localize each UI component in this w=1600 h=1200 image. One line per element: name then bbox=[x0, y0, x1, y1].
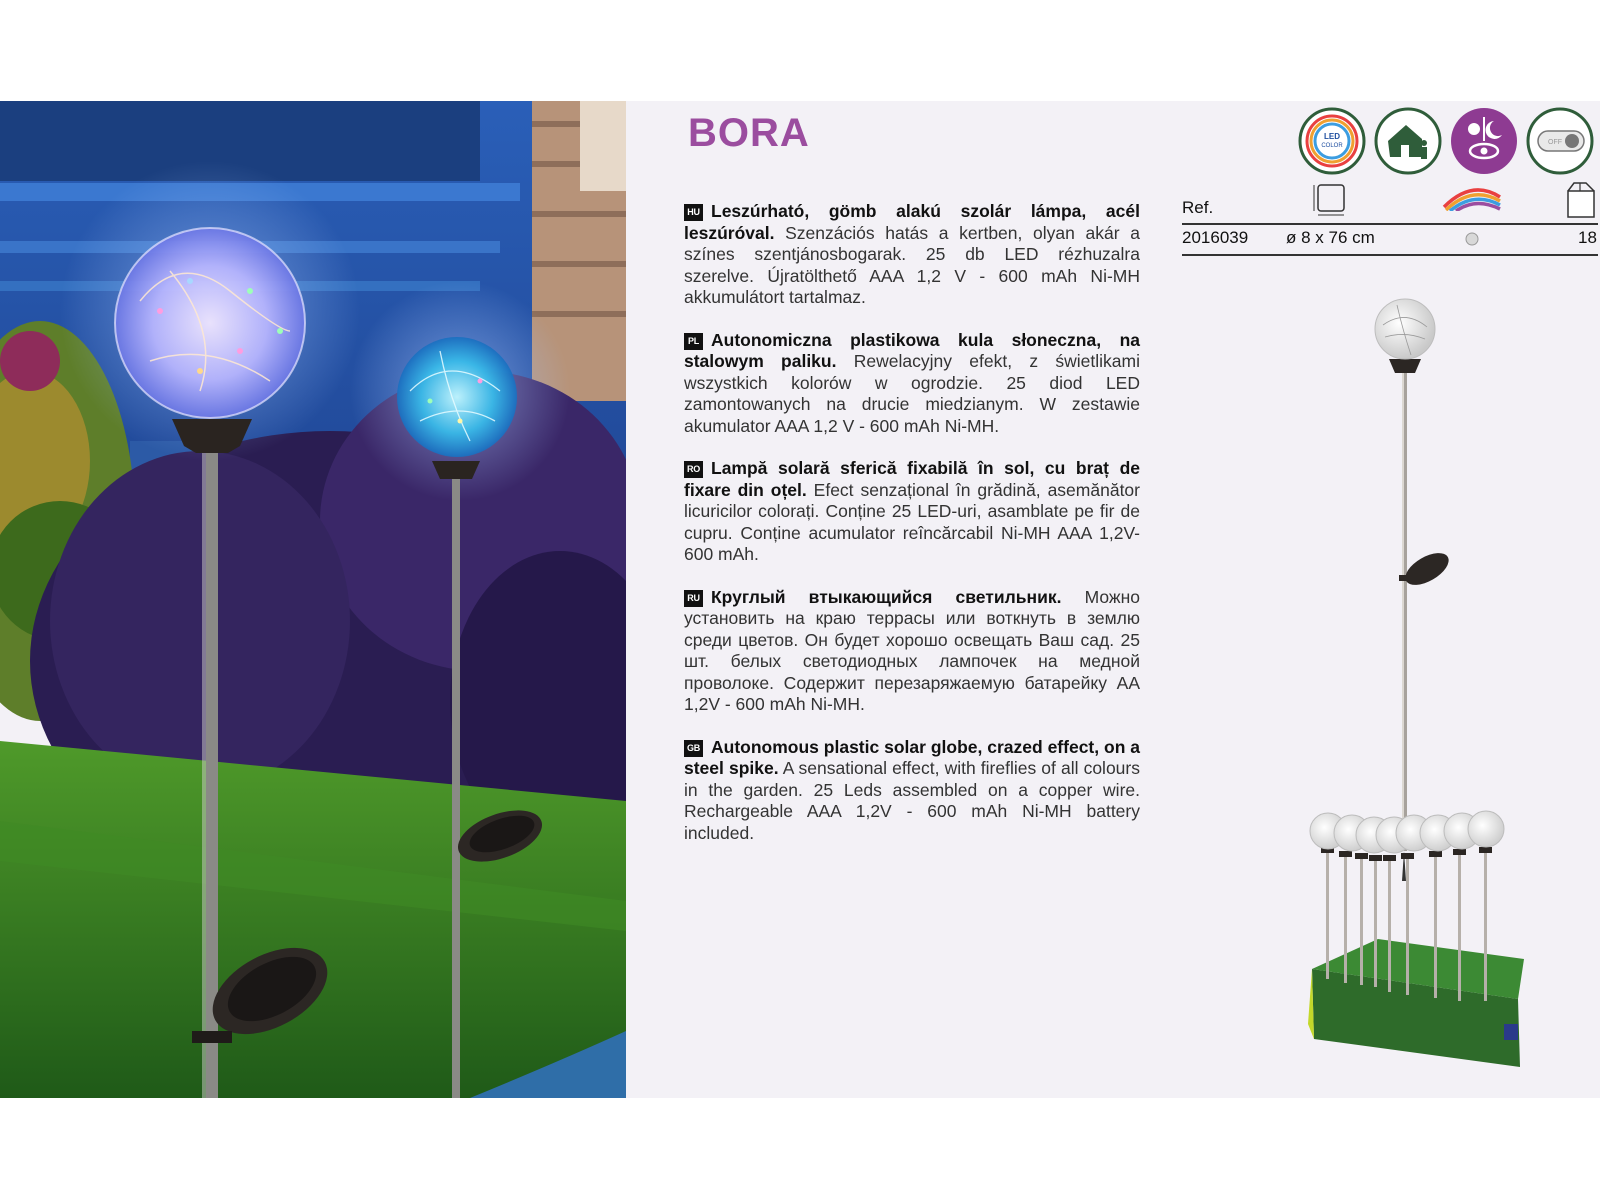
day-night-sensor-icon bbox=[1450, 107, 1518, 175]
feature-icons bbox=[1298, 107, 1596, 177]
rainbow-colors-icon bbox=[1442, 183, 1502, 216]
flag-ro: RO bbox=[684, 461, 703, 478]
product-image bbox=[1355, 291, 1455, 896]
qty-value: 18 bbox=[1578, 228, 1597, 247]
svg-text:OFF: OFF bbox=[1548, 139, 1562, 146]
description-ro bbox=[684, 458, 1140, 566]
description-lead: Lampă solară sferică fixabilă în sol, cu braț de fixare din oțel. bbox=[684, 458, 1140, 500]
description-lead: Autonomiczna plastikowa kula słoneczna, na stalowym paliku. bbox=[684, 329, 1140, 371]
ref-value: 2016039 bbox=[1182, 228, 1249, 247]
description-body: Rewelacyjny efekt, z świetlikami wszystkich kolorów w ogrodzie. 25 diod LED zamontowanych na drucie miedzianym. W zestawie akumulator AAA 1,2 V - 600 mAh Ni-MH. bbox=[684, 351, 1140, 436]
description-ru bbox=[684, 587, 1140, 716]
color-swatch bbox=[1465, 232, 1479, 251]
description-body: Можно установить на краю террасы или воткнуть в землю среди цветов. Он будет хорошо освещать Ваш сад. 25 шт. белых светодиодных лампочек на медной проволоке. Содержит перезаряжаемую батарейку AA 1,2V - 600 mAh Ni-MH. bbox=[684, 586, 1141, 714]
description-lead: Autonomous plastic solar globe, crazed effect, on a steel spike. bbox=[684, 736, 1140, 778]
on-off-switch-icon bbox=[1526, 107, 1594, 175]
description-pl bbox=[684, 330, 1140, 438]
spec-divider-bottom bbox=[1182, 254, 1598, 256]
garden-photo bbox=[0, 101, 626, 1098]
svg-text:COLOR: COLOR bbox=[1321, 143, 1343, 149]
dimensions-icon bbox=[1310, 181, 1350, 222]
outdoor-use-icon bbox=[1374, 107, 1442, 175]
flag-hu: HU bbox=[684, 204, 703, 221]
display-box-image bbox=[1308, 809, 1528, 1084]
ref-label: Ref. bbox=[1182, 198, 1214, 217]
description-body: Efect senzațional în grădină, asemănător licuricilor colorați. Conține 25 LED-uri, asamblate pe fir de cupru. Conține acumulator reîncărcabil Ni-MH AAA 1,2V- 600 mAh. bbox=[684, 479, 1140, 564]
description-lead: Leszúrható, gömb alakú szolár lámpa, acél leszúróval. bbox=[684, 201, 1140, 243]
carton-box-icon bbox=[1566, 181, 1598, 224]
description-lead: Круглый втыкающийся светильник. bbox=[711, 586, 1062, 607]
flag-pl: PL bbox=[684, 333, 703, 350]
description-body: Szenzációs hatás a kertben, olyan akár a színes szentjánosbogarak. 25 db LED rézhuzalra szerelve. Újratölthető AAA 1,2 V - 600 mAh Ni-MH akkumulátort tartalmaz. bbox=[684, 222, 1140, 307]
product-title: BORA bbox=[688, 111, 810, 155]
svg-text:LED: LED bbox=[1324, 132, 1340, 141]
description-hu bbox=[684, 201, 1140, 309]
description bbox=[684, 201, 1140, 865]
led-color-icon bbox=[1298, 107, 1366, 175]
flag-ru: RU bbox=[684, 590, 703, 607]
description-gb bbox=[684, 737, 1140, 845]
catalog-page bbox=[0, 101, 1600, 1098]
flag-gb: GB bbox=[684, 740, 703, 757]
description-body: A sensational effect, with fireflies of all colours in the garden. 25 Leds assembled on a copper wire. Rechargeable AAA 1,2V - 600 mAh Ni-MH battery included. bbox=[684, 758, 1140, 843]
size-value: ø 8 x 76 cm bbox=[1286, 228, 1375, 247]
spec-divider-top bbox=[1182, 223, 1598, 225]
